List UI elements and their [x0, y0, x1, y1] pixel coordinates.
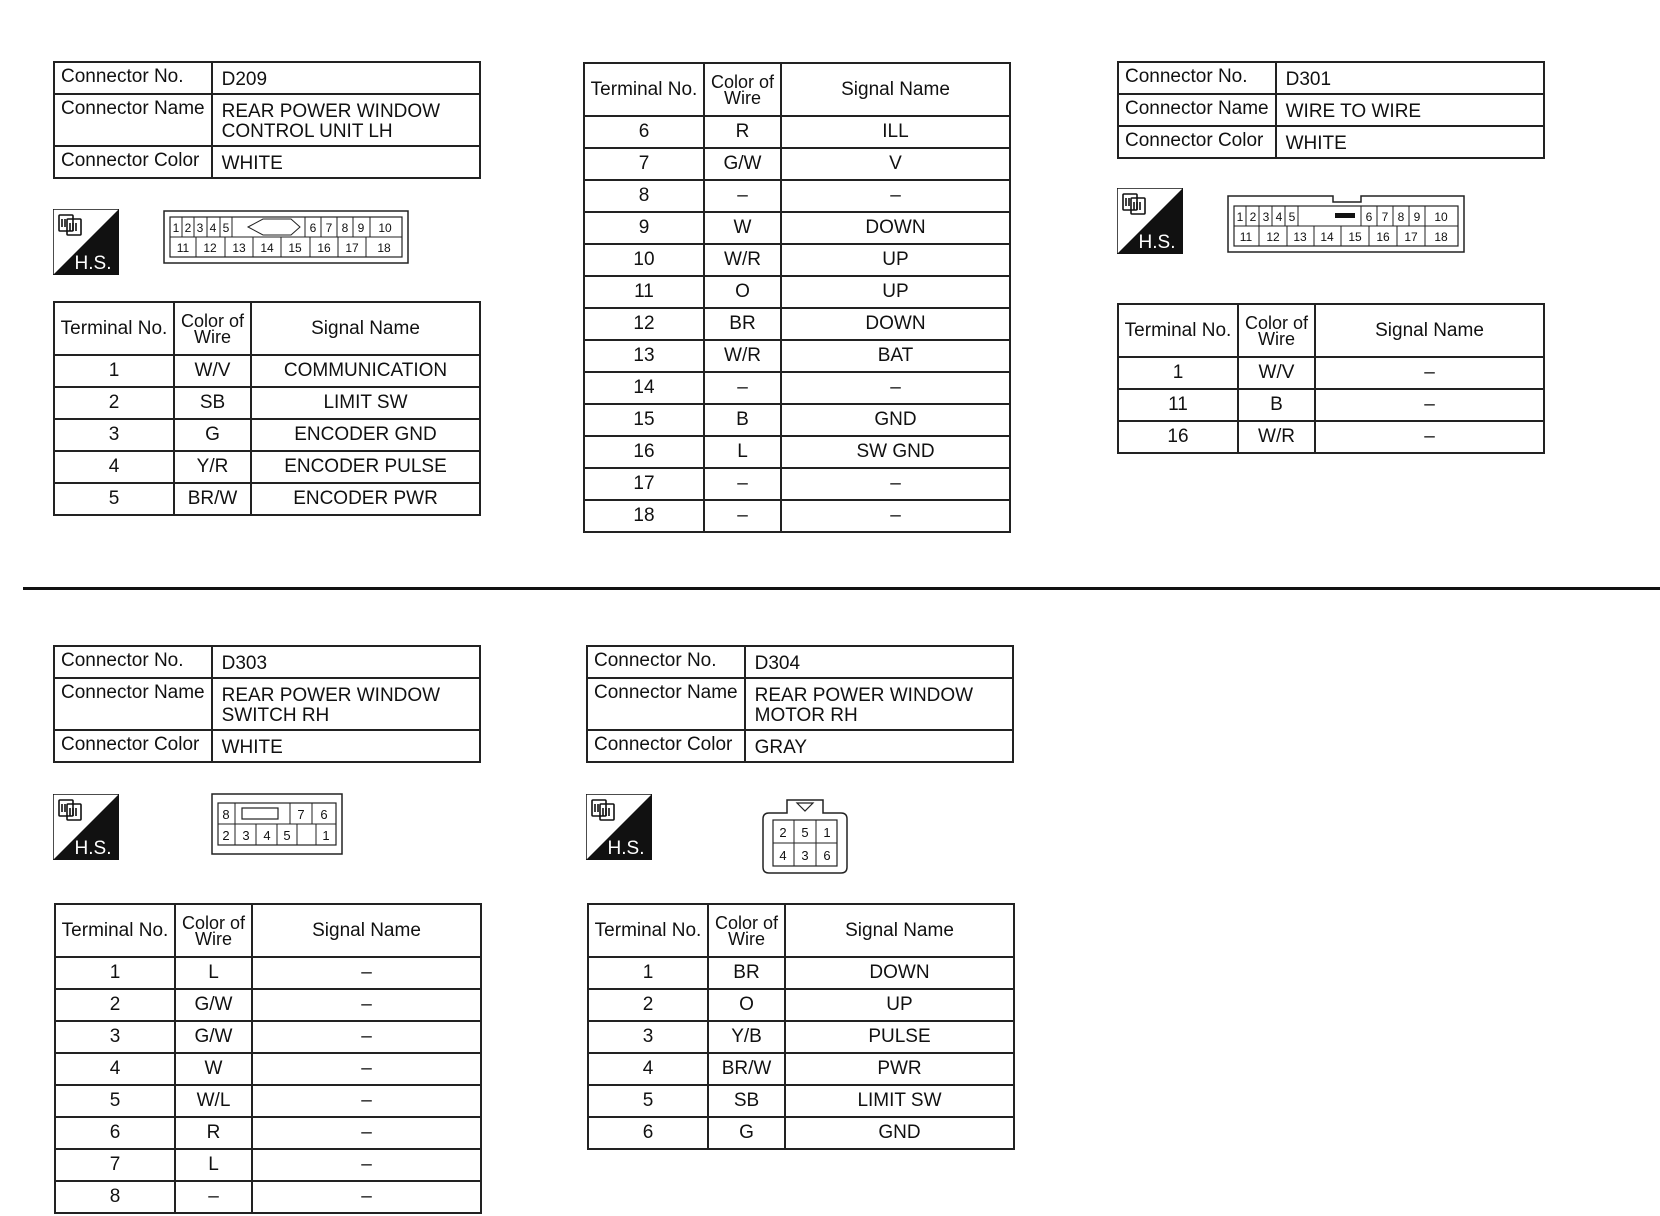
- pin-label: 5: [222, 221, 230, 235]
- pin-label: 11: [1239, 230, 1253, 244]
- section-divider: [23, 587, 1660, 590]
- signal-name: –: [781, 500, 1010, 532]
- pin-label: 10: [1434, 210, 1448, 224]
- pin-label: 12: [1266, 230, 1280, 244]
- header-color-of: Color of: [181, 912, 246, 933]
- label-connector-name: Connector Name: [587, 678, 745, 730]
- connector-color-value: WHITE: [212, 146, 480, 178]
- terminal-no: 7: [584, 148, 704, 180]
- connector-face-d304: [761, 799, 849, 875]
- terminal-no: 16: [584, 436, 704, 468]
- header-color-of: Color of: [180, 310, 245, 331]
- pin-label: 1: [823, 825, 831, 840]
- terminal-no: 3: [54, 419, 174, 451]
- header-terminal-no: Terminal No.: [55, 904, 175, 957]
- wire-color: BR: [704, 308, 781, 340]
- pin-label: 8: [222, 807, 230, 822]
- terminal-no: 4: [54, 451, 174, 483]
- connector-name-line1: REAR POWER WINDOW: [221, 685, 441, 706]
- wire-color: B: [1238, 389, 1315, 421]
- header-signal-name: Signal Name: [1315, 304, 1544, 357]
- header-wire: Wire: [728, 928, 765, 949]
- signal-name: UP: [785, 989, 1014, 1021]
- hs-label: H.S.: [74, 838, 112, 859]
- signal-name: SW GND: [781, 436, 1010, 468]
- pin-label: 18: [377, 241, 391, 255]
- pin-label: 7: [1381, 210, 1389, 224]
- pin-label: 11: [176, 241, 190, 255]
- label-connector-name: Connector Name: [54, 94, 212, 146]
- hs-label: H.S.: [74, 253, 112, 274]
- terminal-no: 8: [584, 180, 704, 212]
- terminal-no: 6: [588, 1117, 708, 1149]
- signal-name: –: [252, 957, 481, 989]
- signal-name: DOWN: [781, 308, 1010, 340]
- connector-name-line2: MOTOR RH: [754, 705, 858, 726]
- signal-name: –: [781, 180, 1010, 212]
- wire-color: W/V: [174, 355, 251, 387]
- pin-label: 3: [801, 848, 809, 863]
- terminal-no: 4: [55, 1053, 175, 1085]
- signal-name: –: [1315, 357, 1544, 389]
- label-connector-color: Connector Color: [1118, 126, 1276, 158]
- signal-name: –: [1315, 421, 1544, 453]
- signal-name: UP: [781, 244, 1010, 276]
- signal-name: BAT: [781, 340, 1010, 372]
- header-terminal-no: Terminal No.: [54, 302, 174, 355]
- signal-name: ENCODER PWR: [251, 483, 480, 515]
- label-connector-color: Connector Color: [587, 730, 745, 762]
- connector-no-value: D209: [212, 62, 480, 94]
- signal-name: ENCODER PULSE: [251, 451, 480, 483]
- terminal-no: 14: [584, 372, 704, 404]
- wire-color: W/R: [704, 244, 781, 276]
- signal-name: LIMIT SW: [251, 387, 480, 419]
- wire-color: W/V: [1238, 357, 1315, 389]
- pin-label: 13: [232, 241, 246, 255]
- header-color-of: Color of: [1244, 312, 1309, 333]
- wire-color: –: [175, 1181, 252, 1213]
- signal-name: ENCODER GND: [251, 419, 480, 451]
- connector-info-d303: [53, 645, 481, 763]
- wire-color: O: [708, 989, 785, 1021]
- pin-label: 1: [172, 221, 180, 235]
- wire-color: SB: [174, 387, 251, 419]
- signal-name: GND: [785, 1117, 1014, 1149]
- terminal-no: 7: [55, 1149, 175, 1181]
- connector-info-d304: [586, 645, 1014, 763]
- signal-name: –: [252, 1117, 481, 1149]
- wire-color: –: [704, 500, 781, 532]
- header-terminal-no: Terminal No.: [584, 63, 704, 116]
- terminal-no: 1: [588, 957, 708, 989]
- signal-name: –: [781, 468, 1010, 500]
- harness-side-icon: [1117, 188, 1183, 254]
- terminal-no: 2: [588, 989, 708, 1021]
- terminal-no: 6: [55, 1117, 175, 1149]
- wire-color: Y/B: [708, 1021, 785, 1053]
- label-connector-no: Connector No.: [54, 62, 212, 94]
- terminal-no: 5: [54, 483, 174, 515]
- wire-color: O: [704, 276, 781, 308]
- terminal-no: 18: [584, 500, 704, 532]
- label-connector-no: Connector No.: [54, 646, 212, 678]
- pin-label: 15: [1348, 230, 1362, 244]
- pin-label: 6: [320, 807, 328, 822]
- header-wire: Wire: [194, 326, 231, 347]
- wire-color: B: [704, 404, 781, 436]
- connector-color-value: WHITE: [212, 730, 480, 762]
- pin-label: 14: [260, 241, 274, 255]
- signal-name: UP: [781, 276, 1010, 308]
- terminal-no: 10: [584, 244, 704, 276]
- wire-color: R: [704, 116, 781, 148]
- terminal-no: 3: [588, 1021, 708, 1053]
- terminal-no: 2: [54, 387, 174, 419]
- signal-name: PULSE: [785, 1021, 1014, 1053]
- terminal-no: 8: [55, 1181, 175, 1213]
- wire-color: R: [175, 1117, 252, 1149]
- wire-color: BR/W: [174, 483, 251, 515]
- connector-name-line1: REAR POWER WINDOW: [754, 685, 974, 706]
- terminal-no: 11: [584, 276, 704, 308]
- terminal-table-d209-part2: [583, 62, 1011, 533]
- pin-label: 10: [378, 221, 392, 235]
- connector-name-line2: SWITCH RH: [221, 705, 330, 726]
- signal-name: PWR: [785, 1053, 1014, 1085]
- pin-label: 16: [1376, 230, 1390, 244]
- hs-label: H.S.: [607, 838, 645, 859]
- pin-label: 15: [288, 241, 302, 255]
- header-terminal-no: Terminal No.: [1118, 304, 1238, 357]
- wire-color: G/W: [175, 989, 252, 1021]
- header-wire: Wire: [195, 928, 232, 949]
- header-wire: Wire: [724, 87, 761, 108]
- terminal-no: 13: [584, 340, 704, 372]
- pin-label: 4: [1275, 210, 1283, 224]
- terminal-table-d209-part1: [53, 301, 481, 516]
- pin-label: 6: [1365, 210, 1373, 224]
- label-connector-name: Connector Name: [1118, 94, 1276, 126]
- terminal-no: 1: [1118, 357, 1238, 389]
- signal-name: –: [252, 1181, 481, 1213]
- wire-color: –: [704, 372, 781, 404]
- terminal-no: 5: [588, 1085, 708, 1117]
- header-signal-name: Signal Name: [785, 904, 1014, 957]
- pin-label: 5: [801, 825, 809, 840]
- pin-label: 4: [209, 221, 217, 235]
- header-signal-name: Signal Name: [252, 904, 481, 957]
- wire-color: L: [175, 1149, 252, 1181]
- label-connector-no: Connector No.: [587, 646, 745, 678]
- connector-face-d209: [163, 210, 409, 264]
- label-connector-color: Connector Color: [54, 730, 212, 762]
- connector-info-d301: [1117, 61, 1545, 159]
- terminal-no: 12: [584, 308, 704, 340]
- signal-name: V: [781, 148, 1010, 180]
- signal-name: –: [252, 1085, 481, 1117]
- signal-name: –: [252, 989, 481, 1021]
- harness-side-icon: [53, 794, 119, 860]
- wire-color: W: [175, 1053, 252, 1085]
- pin-label: 17: [1404, 230, 1418, 244]
- header-color-of: Color of: [710, 71, 775, 92]
- pin-label: 12: [203, 241, 217, 255]
- wire-color: L: [175, 957, 252, 989]
- pin-label: 7: [297, 807, 305, 822]
- pin-label: 2: [779, 825, 787, 840]
- connector-name-line1: REAR POWER WINDOW: [221, 101, 441, 122]
- connector-color-value: GRAY: [745, 730, 1013, 762]
- connector-name-value: WIRE TO WIRE: [1276, 94, 1544, 126]
- signal-name: DOWN: [785, 957, 1014, 989]
- pin-label: 4: [263, 828, 271, 843]
- pin-label: 6: [309, 221, 317, 235]
- terminal-no: 4: [588, 1053, 708, 1085]
- signal-name: –: [252, 1021, 481, 1053]
- pin-label: 5: [283, 828, 291, 843]
- label-connector-color: Connector Color: [54, 146, 212, 178]
- hs-label: H.S.: [1138, 232, 1176, 253]
- header-signal-name: Signal Name: [781, 63, 1010, 116]
- wire-color: BR: [708, 957, 785, 989]
- wire-color: SB: [708, 1085, 785, 1117]
- wire-color: L: [704, 436, 781, 468]
- pin-label: 1: [322, 828, 330, 843]
- terminal-no: 5: [55, 1085, 175, 1117]
- terminal-no: 1: [55, 957, 175, 989]
- wire-color: G/W: [704, 148, 781, 180]
- wire-color: BR/W: [708, 1053, 785, 1085]
- header-terminal-no: Terminal No.: [588, 904, 708, 957]
- pin-label: 3: [196, 221, 204, 235]
- wire-color: W/L: [175, 1085, 252, 1117]
- connector-no-value: D304: [745, 646, 1013, 678]
- terminal-no: 2: [55, 989, 175, 1021]
- pin-label: 17: [345, 241, 359, 255]
- signal-name: LIMIT SW: [785, 1085, 1014, 1117]
- pin-label: 9: [1413, 210, 1421, 224]
- pin-label: 2: [1249, 210, 1257, 224]
- wire-color: W/R: [704, 340, 781, 372]
- connector-no-value: D301: [1276, 62, 1544, 94]
- signal-name: –: [252, 1149, 481, 1181]
- connector-face-d303: [211, 793, 343, 855]
- terminal-no: 15: [584, 404, 704, 436]
- signal-name: –: [252, 1053, 481, 1085]
- wire-color: W: [704, 212, 781, 244]
- connector-name-line2: CONTROL UNIT LH: [221, 121, 393, 142]
- terminal-table-d301: [1117, 303, 1545, 454]
- pin-label: 3: [242, 828, 250, 843]
- pin-label: 6: [823, 848, 831, 863]
- terminal-table-d303: [54, 903, 482, 1214]
- signal-name: COMMUNICATION: [251, 355, 480, 387]
- connector-info-d209: [53, 61, 481, 179]
- pin-label: 8: [1397, 210, 1405, 224]
- wire-color: W/R: [1238, 421, 1315, 453]
- harness-side-icon: [586, 794, 652, 860]
- label-connector-no: Connector No.: [1118, 62, 1276, 94]
- terminal-no: 16: [1118, 421, 1238, 453]
- harness-side-icon: [53, 209, 119, 275]
- pin-label: 5: [1288, 210, 1296, 224]
- signal-name: GND: [781, 404, 1010, 436]
- terminal-no: 11: [1118, 389, 1238, 421]
- wire-color: Y/R: [174, 451, 251, 483]
- pin-label: 16: [317, 241, 331, 255]
- terminal-no: 9: [584, 212, 704, 244]
- header-signal-name: Signal Name: [251, 302, 480, 355]
- terminal-no: 6: [584, 116, 704, 148]
- connector-color-value: WHITE: [1276, 126, 1544, 158]
- wire-color: G: [708, 1117, 785, 1149]
- terminal-no: 3: [55, 1021, 175, 1053]
- wire-color: G: [174, 419, 251, 451]
- label-connector-name: Connector Name: [54, 678, 212, 730]
- pin-label: 14: [1320, 230, 1334, 244]
- header-color-of: Color of: [714, 912, 779, 933]
- pin-label: 7: [325, 221, 333, 235]
- wire-color: G/W: [175, 1021, 252, 1053]
- wire-color: –: [704, 468, 781, 500]
- pin-label: 2: [222, 828, 230, 843]
- pin-label: 2: [184, 221, 192, 235]
- signal-name: –: [1315, 389, 1544, 421]
- pin-label: 18: [1434, 230, 1448, 244]
- connector-no-value: D303: [212, 646, 480, 678]
- pin-label: 8: [341, 221, 349, 235]
- signal-name: DOWN: [781, 212, 1010, 244]
- pin-label: 4: [779, 848, 787, 863]
- pin-label: 13: [1293, 230, 1307, 244]
- header-wire: Wire: [1258, 328, 1295, 349]
- signal-name: ILL: [781, 116, 1010, 148]
- terminal-no: 17: [584, 468, 704, 500]
- connector-face-d301: [1227, 195, 1465, 253]
- wire-color: –: [704, 180, 781, 212]
- pin-label: 1: [1236, 210, 1244, 224]
- terminal-no: 1: [54, 355, 174, 387]
- pin-label: 9: [357, 221, 365, 235]
- signal-name: –: [781, 372, 1010, 404]
- pin-label: 3: [1262, 210, 1270, 224]
- terminal-table-d304: [587, 903, 1015, 1150]
